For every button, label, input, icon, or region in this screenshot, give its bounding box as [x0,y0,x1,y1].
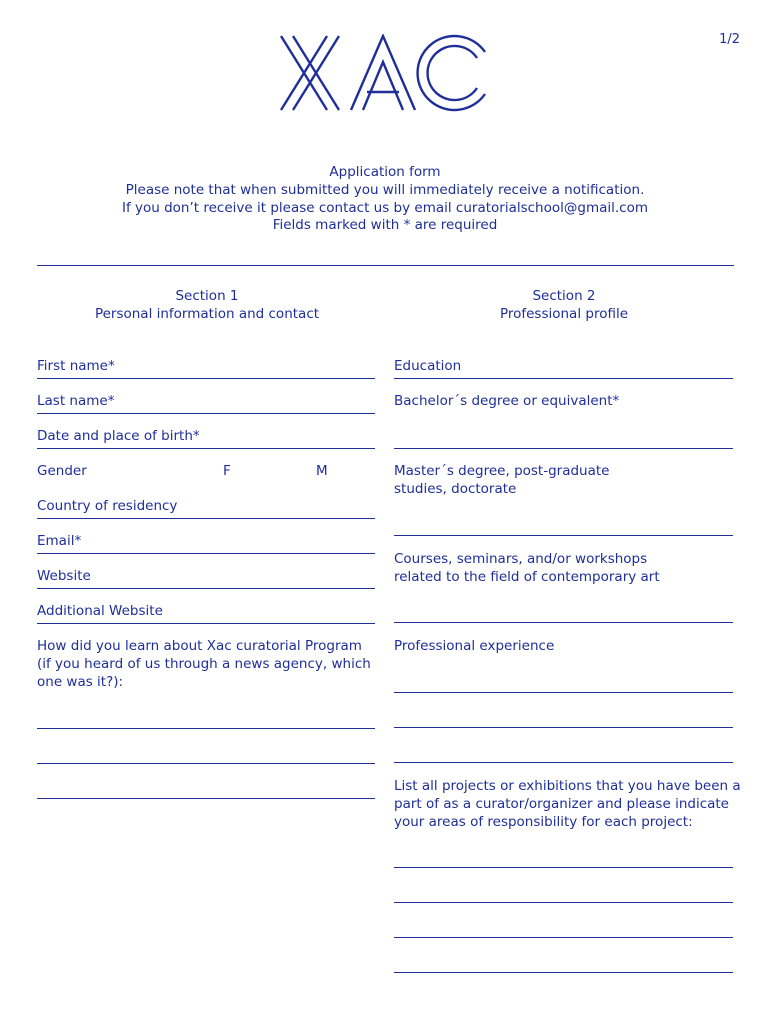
page-number: 1/2 [719,32,740,47]
master-label [394,462,610,498]
bachelor-field[interactable] [394,448,733,449]
section2-title: Section 2 [532,288,596,304]
experience-field-line2[interactable] [394,727,733,728]
website-field[interactable] [37,588,375,589]
email-field[interactable] [37,553,375,554]
section2-heading [394,287,734,323]
experience-field-line3[interactable] [394,762,733,763]
projects-field-line3[interactable] [394,937,733,938]
form-title: Application form [329,164,441,180]
section1-subtitle: Personal information and contact [94,306,320,322]
master-field[interactable] [394,535,733,536]
email-label: Email* [37,533,82,549]
birth-label: Date and place of birth* [37,428,200,444]
country-label: Country of residency [37,498,178,514]
last-name-label: Last name* [37,393,115,409]
courses-field[interactable] [394,622,733,623]
master-line: Master´s degree, post-graduate [394,463,610,479]
how-learn-field-line1[interactable] [37,728,375,729]
website-label: Website [37,568,91,584]
first-name-label: First name* [37,358,115,374]
header-divider [37,265,734,266]
how-learn-field-line3[interactable] [37,798,375,799]
projects-label [394,777,741,831]
projects-line: part of as a curator/organizer and please indicate [394,796,729,812]
education-label: Education [394,358,462,374]
additional-website-field[interactable] [37,623,375,624]
first-name-field[interactable] [37,378,375,379]
how-learn-line: How did you learn about Xac curatorial Program [37,638,362,654]
birth-field[interactable] [37,448,375,449]
xac-logo [279,34,491,116]
education-field[interactable] [394,378,733,379]
how-learn-line: one was it?): [37,674,124,690]
how-learn-label [37,637,371,691]
how-learn-line: (if you heard of us through a news agency, which [37,656,371,672]
how-learn-field-line2[interactable] [37,763,375,764]
form-header [0,164,770,235]
section1-title: Section 1 [175,288,239,304]
contact-email-note: If you don’t receive it please contact us by email curatorialschool@gmail.com [121,199,648,216]
last-name-field[interactable] [37,413,375,414]
section2-subtitle: Professional profile [499,306,629,322]
notification-note: Please note that when submitted you will immediately receive a notification. [125,181,645,198]
courses-line: Courses, seminars, and/or workshops [394,551,648,567]
gender-label: Gender [37,463,87,479]
projects-field-line4[interactable] [394,972,733,973]
projects-field-line2[interactable] [394,902,733,903]
experience-label: Professional experience [394,638,555,654]
projects-field-line1[interactable] [394,867,733,868]
bachelor-label: Bachelor´s degree or equivalent* [394,393,620,409]
additional-website-label: Additional Website [37,603,163,619]
projects-line: your areas of responsibility for each project: [394,814,693,830]
master-line: studies, doctorate [394,481,517,497]
courses-line: related to the field of contemporary art [394,569,660,585]
gender-option-m[interactable]: M [316,463,328,479]
section1-heading [37,287,377,323]
country-field[interactable] [37,518,375,519]
experience-field-line1[interactable] [394,692,733,693]
courses-label [394,550,660,586]
projects-line: List all projects or exhibitions that you have been a [394,778,741,794]
gender-option-f[interactable]: F [223,463,231,479]
required-fields-note: Fields marked with * are required [272,217,498,234]
